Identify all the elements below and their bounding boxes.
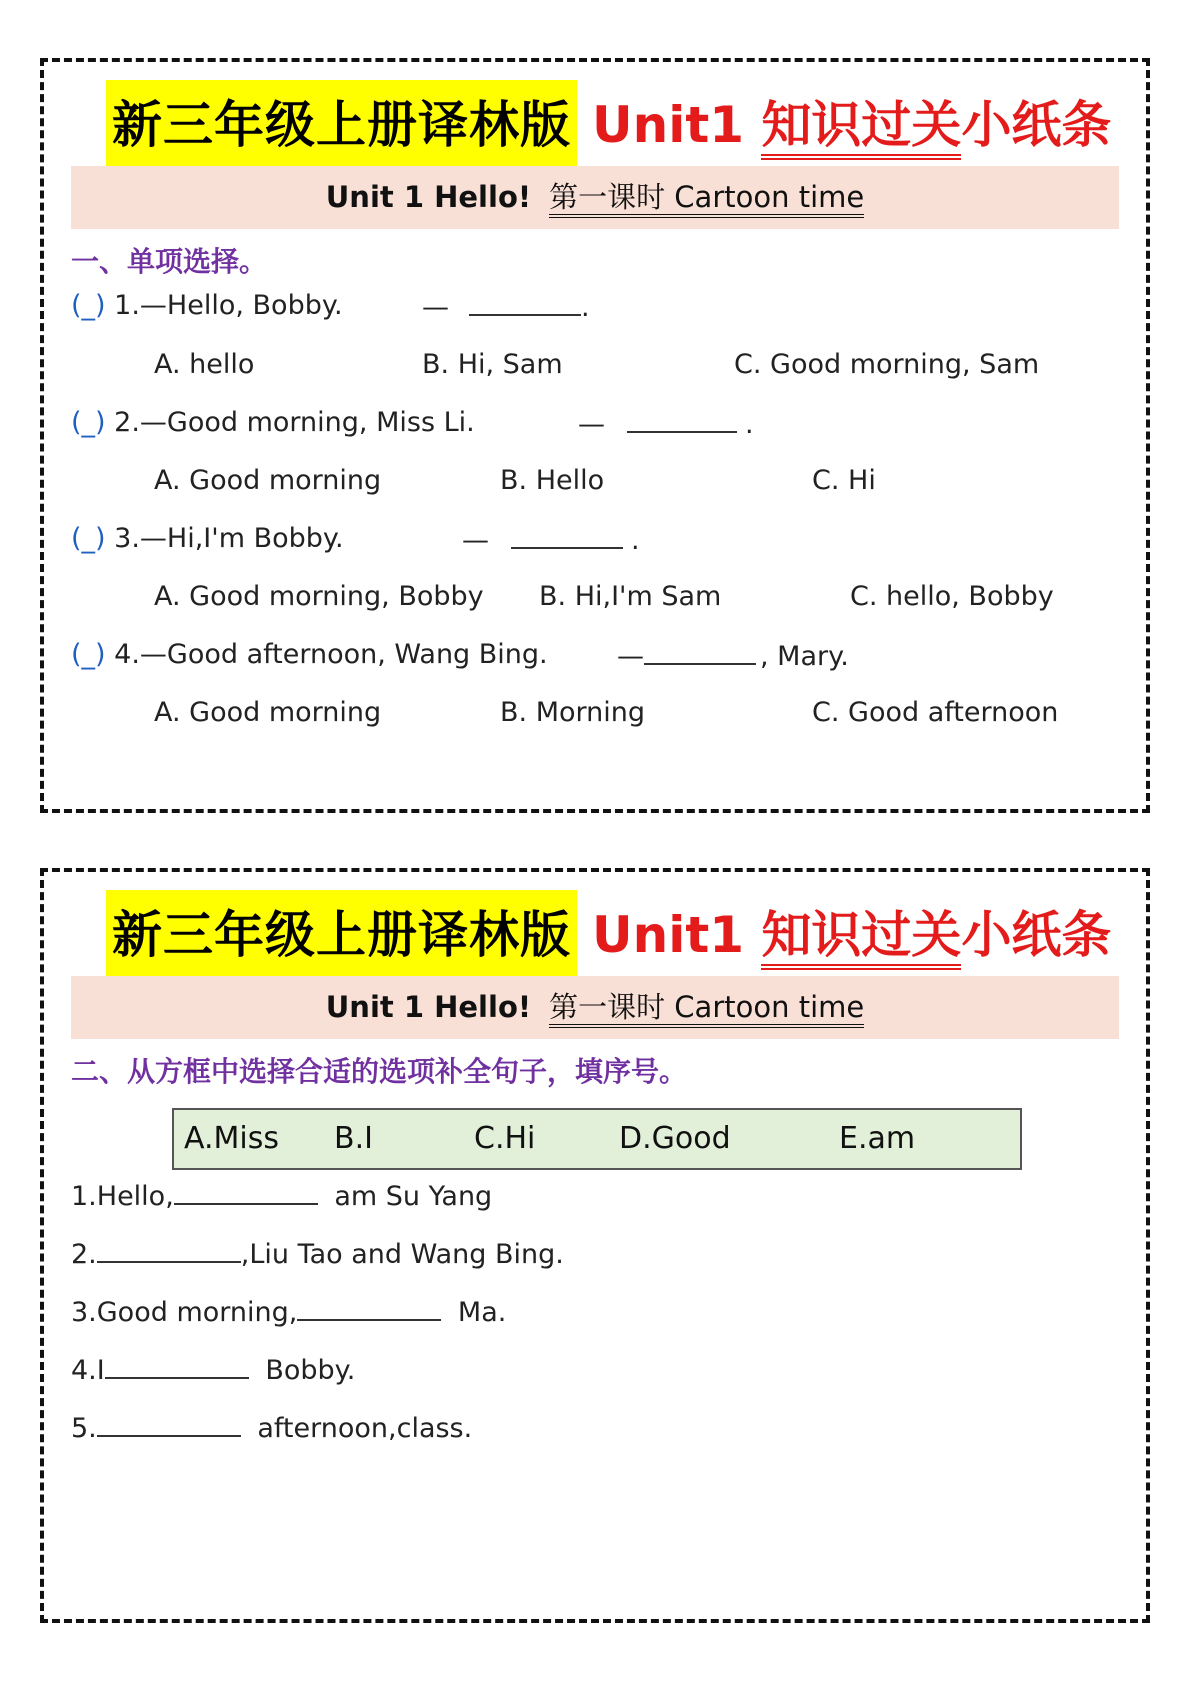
- fill-sentence-4: [71, 1353, 355, 1386]
- option-a[interactable]: A. Good morning: [154, 465, 382, 496]
- fill-blank[interactable]: [174, 1179, 318, 1205]
- question-prompt: —Hello, Bobby.: [139, 290, 343, 321]
- blank-tail: .: [745, 409, 754, 440]
- fill-sentence-5: [71, 1411, 472, 1444]
- fill-blank[interactable]: [97, 1411, 241, 1437]
- question-3: [71, 523, 344, 554]
- option-c[interactable]: C. Good afternoon: [812, 697, 1059, 728]
- option-b[interactable]: B. Morning: [500, 697, 645, 728]
- question-number: 1.: [105, 290, 140, 321]
- word-option-b: B.I: [334, 1121, 373, 1156]
- subtitle-lesson: 第一课时 Cartoon time: [549, 180, 864, 218]
- sentence-before: 1.Hello,: [71, 1181, 174, 1212]
- subtitle-lesson: 第一课时 Cartoon time: [549, 990, 864, 1028]
- answer-paren[interactable]: (_): [71, 639, 106, 670]
- word-bank-box: [172, 1108, 1022, 1170]
- blank-tail: .: [631, 525, 640, 556]
- blank-tail: , Mary.: [760, 641, 849, 672]
- answer-paren[interactable]: (_): [71, 407, 106, 438]
- subtitle-bar: [71, 976, 1119, 1039]
- sentence-before: 5.: [71, 1413, 97, 1444]
- title-highlight: 新三年级上册译林版: [106, 890, 577, 980]
- answer-blank[interactable]: [469, 290, 581, 316]
- question-2-answer: [578, 407, 754, 440]
- answer-blank[interactable]: [627, 407, 737, 433]
- option-b[interactable]: B. Hi,I'm Sam: [539, 581, 722, 612]
- fill-blank[interactable]: [297, 1295, 441, 1321]
- title-underlined: 知识过关: [761, 906, 961, 970]
- fill-sentence-1: [71, 1179, 492, 1212]
- answer-paren[interactable]: (_): [71, 290, 106, 321]
- sentence-after: am Su Yang: [325, 1181, 493, 1212]
- sentence-after: Ma.: [449, 1297, 507, 1328]
- question-4-answer: [617, 639, 849, 672]
- option-c[interactable]: C. hello, Bobby: [850, 581, 1054, 612]
- sentence-before: 3.Good morning,: [71, 1297, 298, 1328]
- section-heading: 二、从方框中选择合适的选项补全句子，填序号。: [71, 1055, 688, 1088]
- option-b[interactable]: B. Hi, Sam: [422, 349, 563, 380]
- worksheet-card-1: [40, 58, 1150, 813]
- word-option-a: A.Miss: [184, 1121, 280, 1156]
- option-a[interactable]: A. Good morning, Bobby: [154, 581, 484, 612]
- fill-blank[interactable]: [97, 1237, 241, 1263]
- title-tail: 小纸条: [961, 96, 1112, 154]
- question-number: 2.: [105, 407, 140, 438]
- title-tail: 小纸条: [961, 906, 1112, 964]
- question-1-answer: [422, 290, 590, 323]
- subtitle-unit: Unit 1 Hello!: [325, 180, 532, 214]
- answer-paren[interactable]: (_): [71, 523, 106, 554]
- title-unit: Unit1: [592, 96, 762, 154]
- subtitle-unit: Unit 1 Hello!: [325, 990, 532, 1024]
- sentence-after: Bobby.: [256, 1355, 356, 1386]
- fill-blank[interactable]: [105, 1353, 249, 1379]
- fill-sentence-2: [71, 1237, 564, 1270]
- title-red: [592, 80, 1111, 170]
- question-prompt: —Good afternoon, Wang Bing.: [139, 639, 548, 670]
- subtitle-bar: [71, 166, 1119, 229]
- question-2: [71, 407, 475, 438]
- sentence-before: 2.: [71, 1239, 97, 1270]
- option-c[interactable]: C. Good morning, Sam: [734, 349, 1040, 380]
- worksheet-card-2: [40, 868, 1150, 1623]
- question-4: [71, 639, 548, 670]
- answer-blank[interactable]: [644, 639, 756, 665]
- question-prompt: —Hi,I'm Bobby.: [139, 523, 344, 554]
- question-1: [71, 290, 343, 321]
- sentence-after: ,Liu Tao and Wang Bing.: [240, 1239, 564, 1270]
- answer-dash: —: [578, 409, 605, 440]
- fill-sentence-3: [71, 1295, 506, 1328]
- sentence-before: 4.I: [71, 1355, 105, 1386]
- section-heading: 一、单项选择。: [71, 245, 268, 278]
- word-option-e: E.am: [839, 1121, 916, 1156]
- answer-blank[interactable]: [511, 523, 623, 549]
- title-underlined: 知识过关: [761, 96, 961, 160]
- answer-dash: —: [462, 525, 489, 556]
- option-c[interactable]: C. Hi: [812, 465, 876, 496]
- sentence-after: afternoon,class.: [248, 1413, 473, 1444]
- card-title: [44, 885, 1146, 979]
- answer-dash: —: [422, 292, 449, 323]
- option-a[interactable]: A. hello: [154, 349, 255, 380]
- card-title: [44, 75, 1146, 169]
- title-highlight: 新三年级上册译林版: [106, 80, 577, 170]
- word-option-c: C.Hi: [474, 1121, 536, 1156]
- blank-tail: .: [581, 292, 590, 323]
- option-a[interactable]: A. Good morning: [154, 697, 382, 728]
- question-prompt: —Good morning, Miss Li.: [139, 407, 475, 438]
- answer-dash: —: [617, 641, 644, 672]
- question-3-answer: [462, 523, 640, 556]
- title-unit: Unit1: [592, 906, 762, 964]
- question-number: 4.: [105, 639, 140, 670]
- title-red: [592, 890, 1111, 980]
- word-option-d: D.Good: [619, 1121, 731, 1156]
- question-number: 3.: [105, 523, 140, 554]
- option-b[interactable]: B. Hello: [500, 465, 605, 496]
